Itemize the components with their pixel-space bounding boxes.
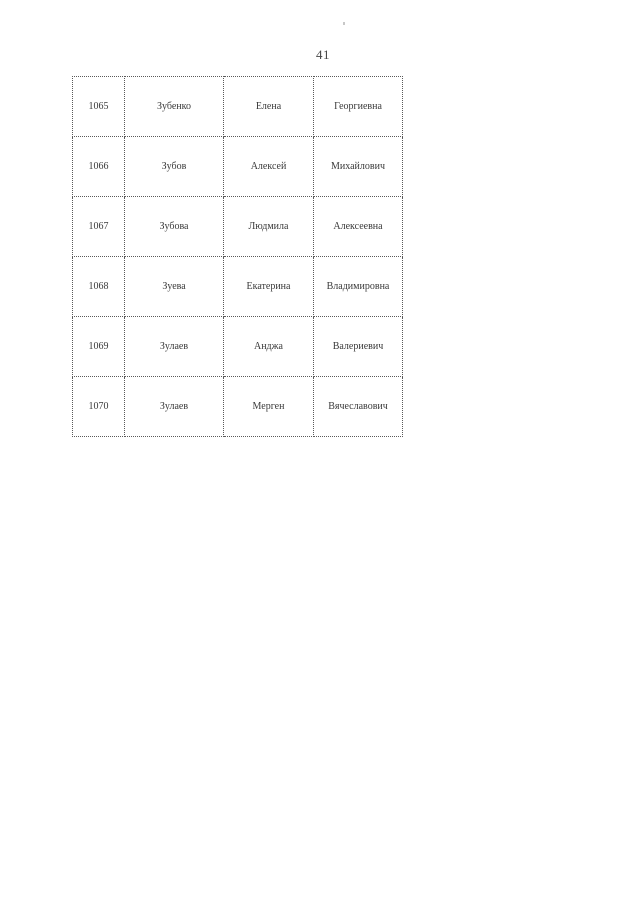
surname-cell: Зуева [125, 257, 224, 317]
row-number: 1067 [73, 197, 125, 257]
first-name-cell: Елена [224, 77, 314, 137]
surname-cell: Зулаев [125, 317, 224, 377]
table-row [73, 257, 403, 317]
patronymic-cell: Алексеевна [314, 197, 403, 257]
patronymic-cell: Владимировна [314, 257, 403, 317]
row-number: 1065 [73, 77, 125, 137]
row-number: 1069 [73, 317, 125, 377]
patronymic-cell: Михайлович [314, 137, 403, 197]
first-name-cell: Мерген [224, 377, 314, 437]
surname-cell: Зубенко [125, 77, 224, 137]
table-row [73, 197, 403, 257]
names-table [72, 76, 403, 437]
surname-cell: Зубова [125, 197, 224, 257]
surname-cell: Зулаев [125, 377, 224, 437]
first-name-cell: Алексей [224, 137, 314, 197]
table-row [73, 377, 403, 437]
patronymic-cell: Валериевич [314, 317, 403, 377]
row-number: 1068 [73, 257, 125, 317]
table-row [73, 77, 403, 137]
patronymic-cell: Вячеславович [314, 377, 403, 437]
row-number: 1070 [73, 377, 125, 437]
patronymic-cell: Георгиевна [314, 77, 403, 137]
table-row [73, 137, 403, 197]
surname-cell: Зубов [125, 137, 224, 197]
table-row [73, 317, 403, 377]
first-name-cell: Людмила [224, 197, 314, 257]
first-name-cell: Анджа [224, 317, 314, 377]
page-number: 41 [316, 47, 330, 62]
row-number: 1066 [73, 137, 125, 197]
scan-speck [343, 22, 345, 25]
first-name-cell: Екатерина [224, 257, 314, 317]
